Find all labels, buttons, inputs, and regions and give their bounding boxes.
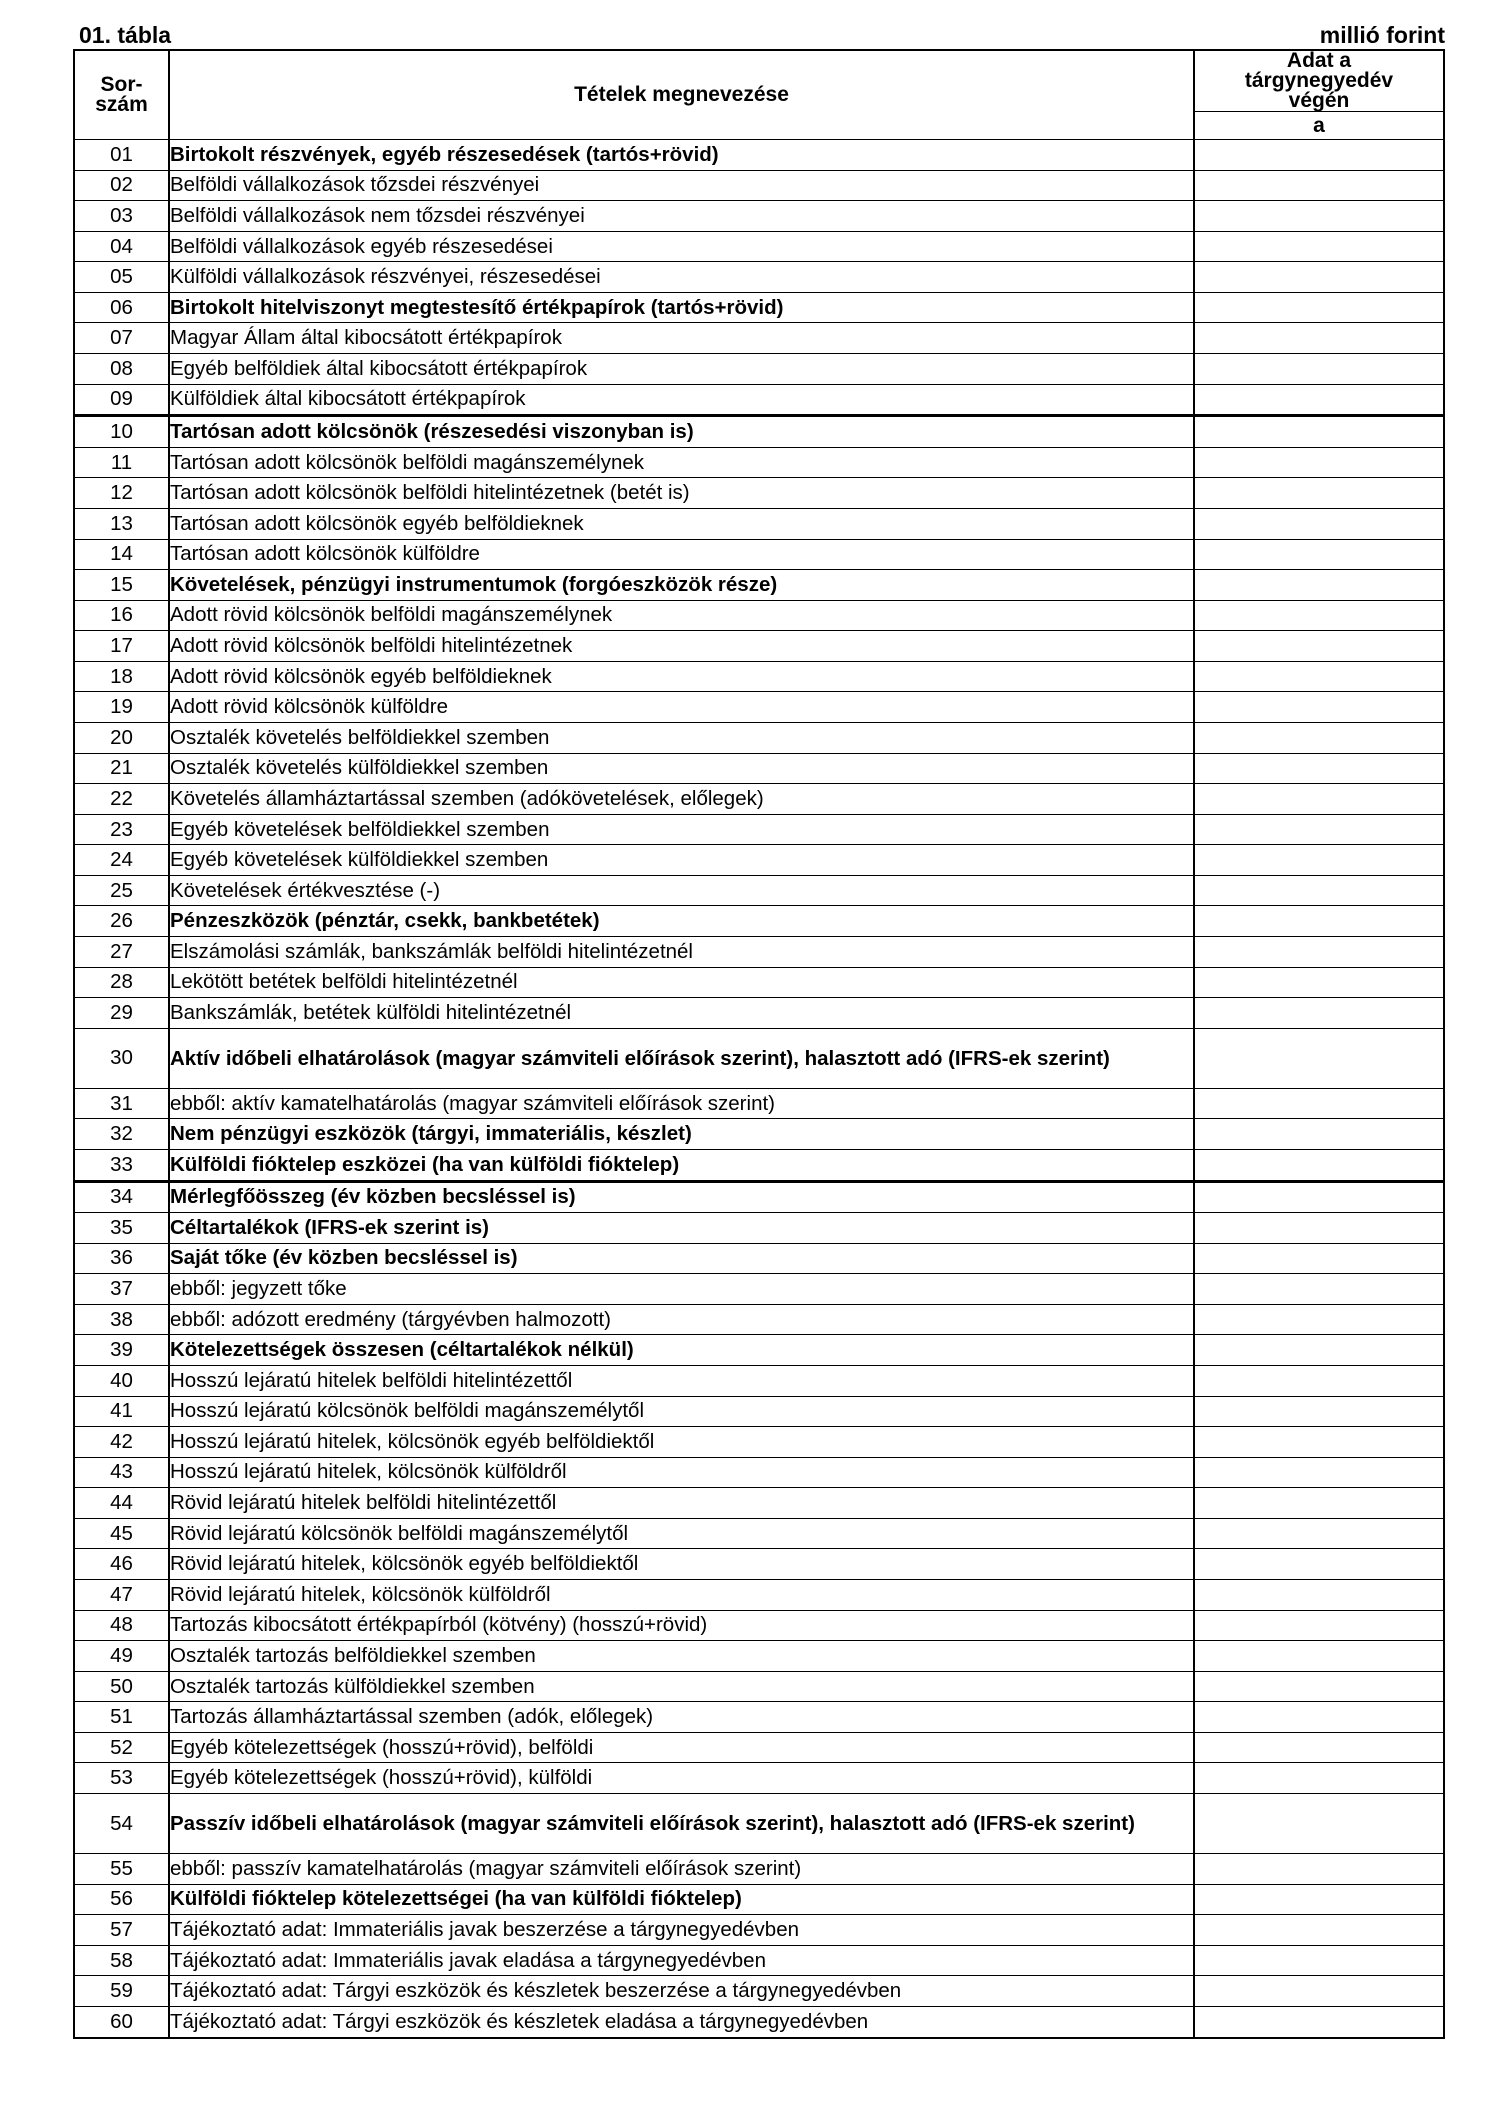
table-row: [74, 570, 1444, 601]
table-row: [74, 140, 1444, 171]
row-name: Adott rövid kölcsönök belföldi hitelintézetnek: [169, 631, 1194, 662]
row-name: Belföldi vállalkozások nem tőzsdei részvényei: [169, 201, 1194, 232]
row-name: Tájékoztató adat: Tárgyi eszközök és készletek beszerzése a tárgynegyedévben: [169, 1976, 1194, 2007]
row-name: Rövid lejáratú hitelek belföldi hitelintézettől: [169, 1488, 1194, 1519]
row-number: 39: [74, 1335, 169, 1366]
row-value-cell[interactable]: [1194, 447, 1444, 478]
table-row: [74, 845, 1444, 876]
row-number: 40: [74, 1365, 169, 1396]
table-row: [74, 631, 1444, 662]
table-row: [74, 1396, 1444, 1427]
row-number: 24: [74, 845, 169, 876]
row-name: Egyéb kötelezettségek (hosszú+rövid), belföldi: [169, 1732, 1194, 1763]
row-name: Belföldi vállalkozások tőzsdei részvényei: [169, 170, 1194, 201]
table-row: [74, 967, 1444, 998]
row-name: Rövid lejáratú hitelek, kölcsönök külföldről: [169, 1580, 1194, 1611]
row-name: Hosszú lejáratú hitelek belföldi hitelintézettől: [169, 1365, 1194, 1396]
row-value-cell[interactable]: [1194, 906, 1444, 937]
row-number: 10: [74, 416, 169, 448]
row-name: Tartósan adott kölcsönök belföldi magánszemélynek: [169, 447, 1194, 478]
row-value-cell[interactable]: [1194, 1641, 1444, 1672]
row-value-cell[interactable]: [1194, 140, 1444, 171]
row-number: 44: [74, 1488, 169, 1519]
table-row: [74, 1181, 1444, 1213]
table-row: [74, 1884, 1444, 1915]
row-value-cell[interactable]: [1194, 354, 1444, 385]
row-number: 05: [74, 262, 169, 293]
row-name: Elszámolási számlák, bankszámlák belföldi hitelintézetnél: [169, 937, 1194, 968]
row-name: Rövid lejáratú kölcsönök belföldi magánszemélytől: [169, 1518, 1194, 1549]
row-number: 01: [74, 140, 169, 171]
table-row: [74, 508, 1444, 539]
table-row: [74, 1945, 1444, 1976]
table-row: [74, 323, 1444, 354]
table-row: [74, 1088, 1444, 1119]
column-header-number: [74, 50, 169, 140]
row-name: Külföldi vállalkozások részvényei, részesedései: [169, 262, 1194, 293]
row-number: 03: [74, 201, 169, 232]
row-name: Tájékoztató adat: Immateriális javak beszerzése a tárgynegyedévben: [169, 1915, 1194, 1946]
row-value-cell[interactable]: [1194, 1365, 1444, 1396]
table-row: [74, 1702, 1444, 1733]
row-name: Tartozás kibocsátott értékpapírból (kötvény) (hosszú+rövid): [169, 1610, 1194, 1641]
row-name: Tájékoztató adat: Tárgyi eszközök és készletek eladása a tárgynegyedévben: [169, 2006, 1194, 2037]
table-row: [74, 447, 1444, 478]
row-name: Tartósan adott kölcsönök (részesedési viszonyban is): [169, 416, 1194, 448]
row-name: ebből: adózott eredmény (tárgyévben halmozott): [169, 1304, 1194, 1335]
row-value-cell[interactable]: [1194, 1671, 1444, 1702]
table-row: [74, 1976, 1444, 2007]
row-value-cell[interactable]: [1194, 2006, 1444, 2037]
table-row: [74, 875, 1444, 906]
row-name: Tájékoztató adat: Immateriális javak eladása a tárgynegyedévben: [169, 1945, 1194, 1976]
row-value-cell[interactable]: [1194, 1213, 1444, 1244]
row-name: Céltartalékok (IFRS-ek szerint is): [169, 1213, 1194, 1244]
row-number: 04: [74, 231, 169, 262]
row-number: 53: [74, 1763, 169, 1794]
page-header: [73, 20, 1445, 50]
row-number: 23: [74, 814, 169, 845]
row-value-cell[interactable]: [1194, 1181, 1444, 1213]
table-row: [74, 201, 1444, 232]
row-number: 48: [74, 1610, 169, 1641]
row-value-cell[interactable]: [1194, 170, 1444, 201]
table-row: [74, 1763, 1444, 1794]
row-name: Bankszámlák, betétek külföldi hitelintézetnél: [169, 998, 1194, 1029]
row-value-cell[interactable]: [1194, 600, 1444, 631]
row-number: 28: [74, 967, 169, 998]
row-value-cell[interactable]: [1194, 722, 1444, 753]
row-number: 12: [74, 478, 169, 509]
row-value-cell[interactable]: [1194, 384, 1444, 416]
row-number: 49: [74, 1641, 169, 1672]
row-value-cell[interactable]: [1194, 1119, 1444, 1150]
table-body: [74, 140, 1444, 2038]
row-value-cell[interactable]: [1194, 1884, 1444, 1915]
row-name: Magyar Állam által kibocsátott értékpapírok: [169, 323, 1194, 354]
row-value-cell[interactable]: [1194, 231, 1444, 262]
table-row: [74, 1427, 1444, 1458]
column-header-name: Tételek megnevezése: [169, 50, 1194, 140]
row-name: ebből: jegyzett tőke: [169, 1274, 1194, 1305]
row-number: 38: [74, 1304, 169, 1335]
row-number: 52: [74, 1732, 169, 1763]
row-value-cell[interactable]: [1194, 262, 1444, 293]
row-name: Külföldiek által kibocsátott értékpapírok: [169, 384, 1194, 416]
row-value-cell[interactable]: [1194, 1945, 1444, 1976]
row-name: Követelés államháztartással szemben (adókövetelések, előlegek): [169, 784, 1194, 815]
row-name: Követelések, pénzügyi instrumentumok (forgóeszközök része): [169, 570, 1194, 601]
row-name: Adott rövid kölcsönök belföldi magánszemélynek: [169, 600, 1194, 631]
row-value-cell[interactable]: [1194, 1427, 1444, 1458]
table-row: [74, 170, 1444, 201]
row-name: Osztalék követelés belföldiekkel szemben: [169, 722, 1194, 753]
table-row: [74, 1457, 1444, 1488]
row-name: Követelések értékvesztése (-): [169, 875, 1194, 906]
row-name: Pénzeszközök (pénztár, csekk, bankbetétek): [169, 906, 1194, 937]
table-row: [74, 600, 1444, 631]
row-number: 60: [74, 2006, 169, 2037]
row-value-cell[interactable]: [1194, 1274, 1444, 1305]
row-number: 57: [74, 1915, 169, 1946]
table-row: [74, 1732, 1444, 1763]
table-row: [74, 1671, 1444, 1702]
row-number: 09: [74, 384, 169, 416]
table-row: [74, 1580, 1444, 1611]
row-name: Nem pénzügyi eszközök (tárgyi, immateriális, készlet): [169, 1119, 1194, 1150]
column-header-data-text: Adat a tárgynegyedév végén: [1244, 49, 1394, 112]
row-number: 13: [74, 508, 169, 539]
row-name: Kötelezettségek összesen (céltartalékok nélkül): [169, 1335, 1194, 1366]
row-name: Osztalék követelés külföldiekkel szemben: [169, 753, 1194, 784]
row-number: 18: [74, 661, 169, 692]
row-name: Mérlegfőösszeg (év közben becsléssel is): [169, 1181, 1194, 1213]
row-number: 33: [74, 1149, 169, 1181]
row-name: Adott rövid kölcsönök egyéb belföldieknek: [169, 661, 1194, 692]
column-header-data-sub: a: [1194, 112, 1444, 140]
row-value-cell[interactable]: [1194, 1976, 1444, 2007]
row-number: 08: [74, 354, 169, 385]
row-number: 55: [74, 1854, 169, 1885]
row-number: 27: [74, 937, 169, 968]
row-name: Hosszú lejáratú hitelek, kölcsönök egyéb belföldiektől: [169, 1427, 1194, 1458]
row-value-cell[interactable]: [1194, 1149, 1444, 1181]
row-name: Hosszú lejáratú kölcsönök belföldi magánszemélytől: [169, 1396, 1194, 1427]
row-name: Birtokolt részvények, egyéb részesedések (tartós+rövid): [169, 140, 1194, 171]
row-number: 11: [74, 447, 169, 478]
row-name: Egyéb kötelezettségek (hosszú+rövid), külföldi: [169, 1763, 1194, 1794]
row-name: Külföldi fióktelep kötelezettségei (ha van külföldi fióktelep): [169, 1884, 1194, 1915]
row-number: 16: [74, 600, 169, 631]
row-value-cell[interactable]: [1194, 998, 1444, 1029]
table-row: [74, 1915, 1444, 1946]
table-row: [74, 1854, 1444, 1885]
table-row: [74, 692, 1444, 723]
row-value-cell[interactable]: [1194, 292, 1444, 323]
row-value-cell[interactable]: [1194, 692, 1444, 723]
row-name: Egyéb belföldiek által kibocsátott értékpapírok: [169, 354, 1194, 385]
row-number: 56: [74, 1884, 169, 1915]
table-row: [74, 1518, 1444, 1549]
row-value-cell[interactable]: [1194, 1549, 1444, 1580]
row-name: Hosszú lejáratú hitelek, kölcsönök külföldről: [169, 1457, 1194, 1488]
row-value-cell[interactable]: [1194, 323, 1444, 354]
row-name: Belföldi vállalkozások egyéb részesedései: [169, 231, 1194, 262]
table-row: [74, 784, 1444, 815]
row-value-cell[interactable]: [1194, 1028, 1444, 1088]
table-row: [74, 1243, 1444, 1274]
table-row: [74, 1610, 1444, 1641]
row-value-cell[interactable]: [1194, 1243, 1444, 1274]
row-number: 22: [74, 784, 169, 815]
row-value-cell[interactable]: [1194, 967, 1444, 998]
row-name: Tartozás államháztartással szemben (adók, előlegek): [169, 1702, 1194, 1733]
row-value-cell[interactable]: [1194, 661, 1444, 692]
row-number: 41: [74, 1396, 169, 1427]
row-number: 36: [74, 1243, 169, 1274]
row-name: Rövid lejáratú hitelek, kölcsönök egyéb belföldiektől: [169, 1549, 1194, 1580]
row-name: Birtokolt hitelviszonyt megtestesítő értékpapírok (tartós+rövid): [169, 292, 1194, 323]
row-name: Adott rövid kölcsönök külföldre: [169, 692, 1194, 723]
row-number: 07: [74, 323, 169, 354]
row-number: 45: [74, 1518, 169, 1549]
table-row: [74, 998, 1444, 1029]
table-row: [74, 1488, 1444, 1519]
table-row: [74, 1304, 1444, 1335]
table-row: [74, 1213, 1444, 1244]
column-header-data: [1194, 50, 1444, 112]
row-value-cell[interactable]: [1194, 1702, 1444, 1733]
table-row: [74, 262, 1444, 293]
row-number: 46: [74, 1549, 169, 1580]
row-value-cell[interactable]: [1194, 416, 1444, 448]
row-value-cell[interactable]: [1194, 1732, 1444, 1763]
row-value-cell[interactable]: [1194, 1854, 1444, 1885]
row-value-cell[interactable]: [1194, 1335, 1444, 1366]
row-value-cell[interactable]: [1194, 1580, 1444, 1611]
table-row: [74, 2006, 1444, 2037]
row-value-cell[interactable]: [1194, 631, 1444, 662]
row-number: 42: [74, 1427, 169, 1458]
row-value-cell[interactable]: [1194, 1396, 1444, 1427]
row-number: 29: [74, 998, 169, 1029]
row-name: Külföldi fióktelep eszközei (ha van külföldi fióktelep): [169, 1149, 1194, 1181]
row-number: 20: [74, 722, 169, 753]
row-number: 30: [74, 1028, 169, 1088]
table-row: [74, 937, 1444, 968]
row-value-cell[interactable]: [1194, 1304, 1444, 1335]
row-value-cell[interactable]: [1194, 1518, 1444, 1549]
row-name: Egyéb követelések külföldiekkel szemben: [169, 845, 1194, 876]
table-row: [74, 661, 1444, 692]
row-value-cell[interactable]: [1194, 1610, 1444, 1641]
row-value-cell[interactable]: [1194, 784, 1444, 815]
row-number: 34: [74, 1181, 169, 1213]
table-row: [74, 1549, 1444, 1580]
table-row: [74, 1274, 1444, 1305]
table-row: [74, 1641, 1444, 1672]
table-row: [74, 539, 1444, 570]
row-name: Passzív időbeli elhatárolások (magyar számviteli előírások szerint), halasztott adó (IFRS-ek szerint): [169, 1794, 1194, 1854]
table-row: [74, 1028, 1444, 1088]
row-name: Tartósan adott kölcsönök egyéb belföldieknek: [169, 508, 1194, 539]
row-value-cell[interactable]: [1194, 1763, 1444, 1794]
row-number: 21: [74, 753, 169, 784]
row-value-cell[interactable]: [1194, 1488, 1444, 1519]
row-number: 15: [74, 570, 169, 601]
table-row: [74, 231, 1444, 262]
table-row: [74, 1335, 1444, 1366]
table-row: [74, 1365, 1444, 1396]
row-number: 02: [74, 170, 169, 201]
row-name: Osztalék tartozás külföldiekkel szemben: [169, 1671, 1194, 1702]
table-row: [74, 416, 1444, 448]
row-number: 51: [74, 1702, 169, 1733]
row-value-cell[interactable]: [1194, 1088, 1444, 1119]
row-value-cell[interactable]: [1194, 875, 1444, 906]
row-name: Aktív időbeli elhatárolások (magyar számviteli előírások szerint), halasztott adó (IFRS-ek szerint): [169, 1028, 1194, 1088]
row-name: Osztalék tartozás belföldiekkel szemben: [169, 1641, 1194, 1672]
row-number: 17: [74, 631, 169, 662]
row-name: Lekötött betétek belföldi hitelintézetnél: [169, 967, 1194, 998]
row-number: 54: [74, 1794, 169, 1854]
data-table: [73, 49, 1445, 2039]
row-value-cell[interactable]: [1194, 1457, 1444, 1488]
row-name: Tartósan adott kölcsönök külföldre: [169, 539, 1194, 570]
row-value-cell[interactable]: [1194, 570, 1444, 601]
row-number: 31: [74, 1088, 169, 1119]
row-value-cell[interactable]: [1194, 478, 1444, 509]
row-value-cell[interactable]: [1194, 539, 1444, 570]
row-value-cell[interactable]: [1194, 814, 1444, 845]
column-header-number-text: Sor- szám: [95, 73, 148, 116]
row-number: 06: [74, 292, 169, 323]
row-name: Saját tőke (év közben becsléssel is): [169, 1243, 1194, 1274]
table-row: [74, 814, 1444, 845]
unit-label: millió forint: [1319, 22, 1445, 48]
row-number: 47: [74, 1580, 169, 1611]
row-number: 25: [74, 875, 169, 906]
table-label: 01. tábla: [79, 22, 172, 48]
row-number: 50: [74, 1671, 169, 1702]
row-number: 59: [74, 1976, 169, 2007]
row-value-cell[interactable]: [1194, 1794, 1444, 1854]
table-row: [74, 354, 1444, 385]
row-name: ebből: passzív kamatelhatárolás (magyar számviteli előírások szerint): [169, 1854, 1194, 1885]
row-value-cell[interactable]: [1194, 1915, 1444, 1946]
row-name: Egyéb követelések belföldiekkel szemben: [169, 814, 1194, 845]
table-row: [74, 1149, 1444, 1181]
row-name: Tartósan adott kölcsönök belföldi hitelintézetnek (betét is): [169, 478, 1194, 509]
table-row: [74, 384, 1444, 416]
table-row: [74, 1119, 1444, 1150]
row-value-cell[interactable]: [1194, 937, 1444, 968]
row-number: 19: [74, 692, 169, 723]
table-row: [74, 1794, 1444, 1854]
row-number: 35: [74, 1213, 169, 1244]
row-value-cell[interactable]: [1194, 508, 1444, 539]
row-name: ebből: aktív kamatelhatárolás (magyar számviteli előírások szerint): [169, 1088, 1194, 1119]
row-number: 14: [74, 539, 169, 570]
row-number: 32: [74, 1119, 169, 1150]
row-number: 58: [74, 1945, 169, 1976]
table-row: [74, 292, 1444, 323]
table-row: [74, 753, 1444, 784]
row-number: 26: [74, 906, 169, 937]
table-row: [74, 722, 1444, 753]
row-number: 37: [74, 1274, 169, 1305]
row-value-cell[interactable]: [1194, 753, 1444, 784]
table-row: [74, 906, 1444, 937]
row-number: 43: [74, 1457, 169, 1488]
row-value-cell[interactable]: [1194, 201, 1444, 232]
row-value-cell[interactable]: [1194, 845, 1444, 876]
table-row: [74, 478, 1444, 509]
